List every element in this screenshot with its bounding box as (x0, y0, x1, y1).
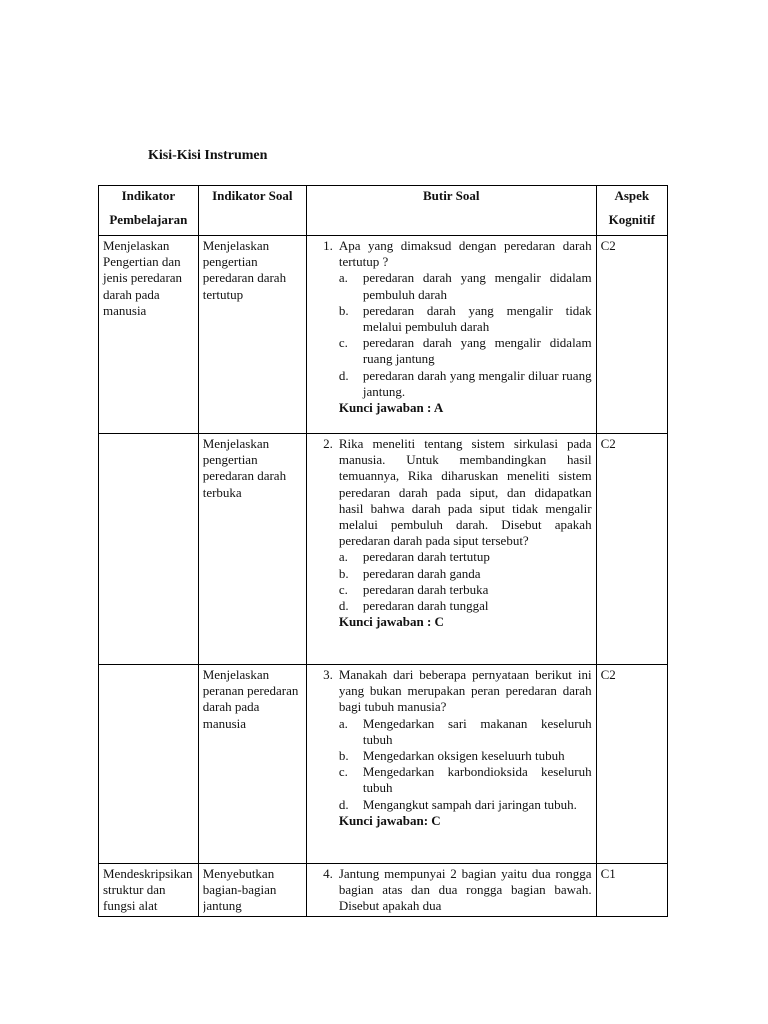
kisi-kisi-table (98, 185, 668, 917)
answer-key: Kunci jawaban : A (338, 400, 444, 416)
table-row (99, 665, 668, 864)
question (311, 667, 592, 716)
aspek-kognitif-cell: C1 (596, 864, 667, 917)
question (311, 436, 592, 549)
option-d: d. Mengangkut sampah dari jaringan tubuh. (338, 796, 577, 812)
aspek-kognitif-cell: C2 (596, 236, 667, 434)
question-text: Rika meneliti tentang sistem sirkulasi pada manusia. Untuk membandingkan hasil temuannya, Rika diharuskan meneliti sistem peredaran darah pada siput, dan didapatkan hasil bahwa darah pada siput tidak mengalir melalui pembuluh darah. Disebut apakah peredaran darah pada siput tersebut? (338, 436, 592, 549)
table-row (99, 864, 668, 917)
header-indikator-soal: Indikator Soal (198, 186, 306, 236)
option-d: d. peredaran darah tunggal (338, 598, 489, 614)
butir-soal-cell (306, 665, 596, 864)
indikator-soal-cell: Menjelaskan pengertian peredaran darah terbuka (198, 434, 306, 665)
question-number: 4. (323, 866, 333, 881)
answer-key: Kunci jawaban : C (338, 614, 444, 630)
question (311, 238, 592, 270)
aspek-kognitif-cell: C2 (596, 665, 667, 864)
butir-soal-cell (306, 236, 596, 434)
question-number: 2. (323, 436, 333, 451)
option-d: d. peredaran darah yang mengalir diluar ruang jantung. (338, 367, 592, 399)
indikator-pembelajaran-cell: Menjelaskan Pengertian dan jenis peredaran darah pada manusia (99, 236, 199, 434)
question-text: Manakah dari beberapa pernyataan berikut ini yang bukan merupakan peran peredaran darah bagi tubuh manusia? (338, 667, 592, 715)
option-c: c. peredaran darah terbuka (338, 581, 489, 597)
option-b: b. Mengedarkan oksigen keseluurh tubuh (338, 748, 565, 764)
option-b: b. peredaran darah yang mengalir tidak melalui pembuluh darah (338, 302, 592, 335)
indikator-pembelajaran-cell: Mendeskripsikan struktur dan fungsi alat (99, 864, 199, 917)
option-c: c. peredaran darah yang mengalir didalam ruang jantung (338, 335, 592, 367)
question-number: 1. (323, 238, 333, 253)
indikator-pembelajaran-cell (99, 665, 199, 864)
table-row (99, 236, 668, 434)
answer-key: Kunci jawaban: C (338, 812, 441, 828)
option-a: a. Mengedarkan sari makanan keseluruh tubuh (338, 715, 592, 747)
header-butir-soal: Butir Soal (306, 186, 596, 236)
option-a: a. peredaran darah yang mengalir didalam pembuluh darah (338, 270, 592, 302)
header-aspek-kognitif: Aspek Kognitif (596, 186, 667, 236)
aspek-kognitif-cell: C2 (596, 434, 667, 665)
option-b: b. peredaran darah ganda (338, 565, 481, 581)
indikator-soal-cell: Menyebutkan bagian-bagian jantung (198, 864, 306, 917)
indikator-soal-cell: Menjelaskan pengertian peredaran darah tertutup (198, 236, 306, 434)
butir-soal-cell (306, 434, 596, 665)
page-title: Kisi-Kisi Instrumen (148, 148, 268, 163)
question-number: 3. (323, 667, 333, 682)
indikator-pembelajaran-cell (99, 434, 199, 665)
header-indikator-pembelajaran: Indikator Pembelajaran (99, 186, 199, 236)
question-text: Apa yang dimaksud dengan peredaran darah tertutup ? (338, 238, 592, 270)
table-header-row (99, 186, 668, 236)
question-text: Jantung mempunyai 2 bagian yaitu dua rongga bagian atas dan dua rongga bagian bawah. Disebut apakah dua (338, 866, 592, 914)
indikator-soal-cell: Menjelaskan peranan peredaran darah pada manusia (198, 665, 306, 864)
table-row (99, 434, 668, 665)
option-c: c. Mengedarkan karbondioksida keseluruh tubuh (338, 764, 592, 796)
question (311, 866, 592, 915)
option-a: a. peredaran darah tertutup (338, 549, 490, 565)
butir-soal-cell (306, 864, 596, 917)
